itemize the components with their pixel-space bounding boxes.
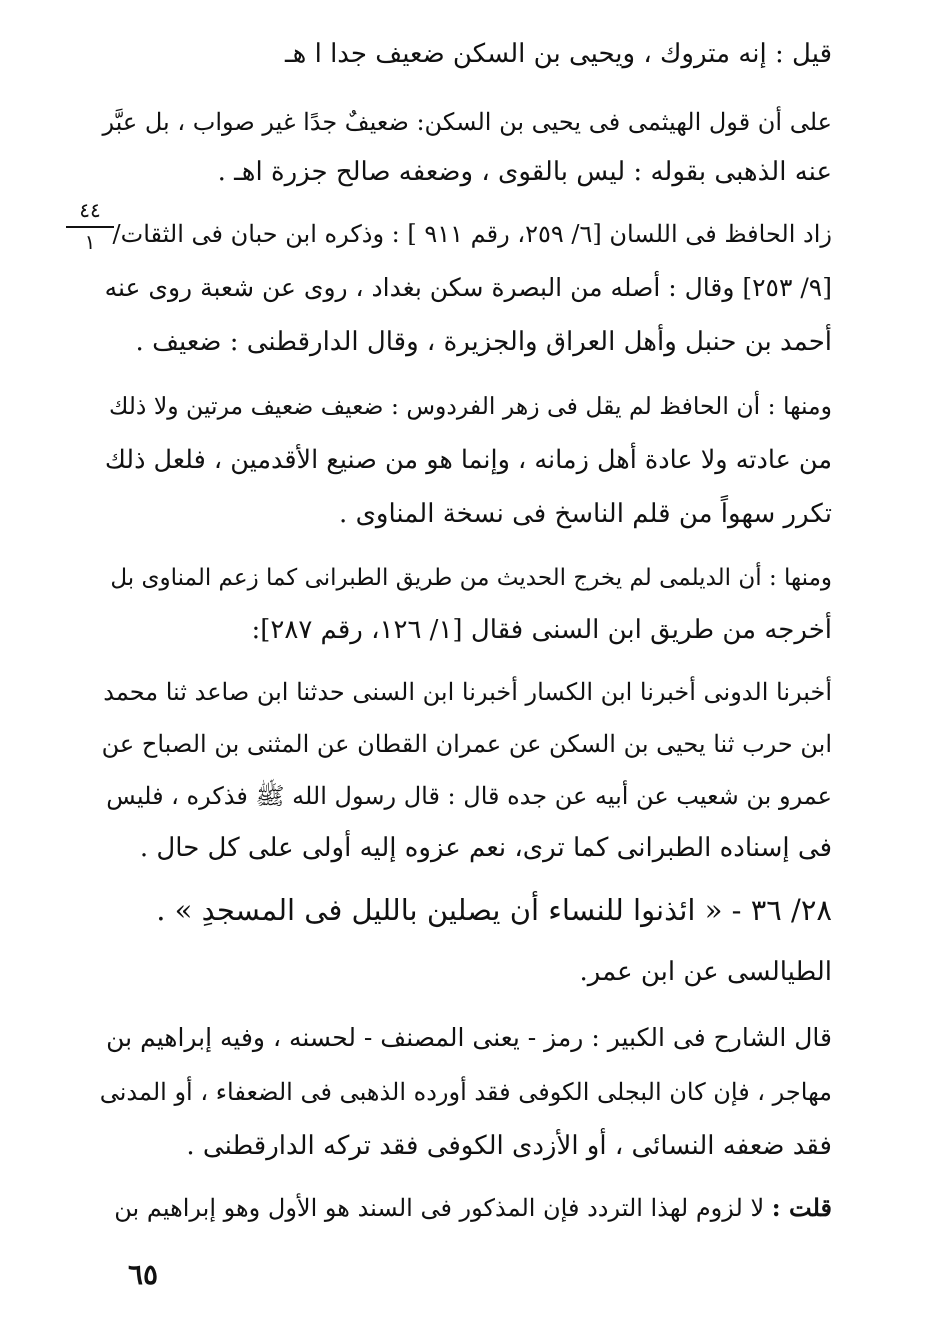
text-line-8: من عادته ولا عادة أهل زمانه ، وإنما هو من صنيع الأقدمين ، فلعل ذلك (104, 445, 832, 475)
text-line-1: قيل : إنه متروك ، ويحيى بن السكن ضعيف جدا ا هـ (284, 39, 832, 69)
hadith-heading: ٢٨/ ٣٦ - « ائذنوا للنساء أن يصلين بالليل فى المسجدِ » . (156, 893, 832, 927)
text-line-6: أحمد بن حنبل وأهل العراق والجزيرة ، وقال الدارقطنى : ضعيف . (135, 327, 832, 357)
text-line-20: فقد ضعفه النسائى ، أو الأزدى الكوفى فقد تركه الدارقطنى . (186, 1131, 832, 1161)
text-line-15: فى إسناده الطبرانى كما ترى، نعم عزوه إليه أولى على كل حال . (139, 833, 832, 863)
text-line-21-body: لا لزوم لهذا التردد فإن المذكور فى السند هو الأول وهو إبراهيم بن (114, 1194, 765, 1222)
text-line-10: ومنها : أن الديلمى لم يخرج الحديث من طريق الطبرانى كما زعم المناوى بل (110, 565, 832, 591)
text-line-4: زاد الحافظ فى اللسان [٦/ ٢٥٩، رقم ٩١١ ] : وذكره ابن حبان فى الثقات/ (112, 220, 832, 248)
margin-reference-top: ٤٤ (79, 198, 101, 222)
text-line-9: تكرر سهواً من قلم الناسخ فى نسخة المناوى . (339, 499, 832, 529)
text-line-2: على أن قول الهيثمى فى يحيى بن السكن: ضعيفٌ جدًا غير صواب ، بل عبَّر (102, 108, 832, 136)
text-line-13: ابن حرب ثنا يحيى بن السكن عن عمران القطان عن المثنى بن الصباح عن (101, 730, 832, 758)
text-line-19: مهاجر ، فإن كان البجلى الكوفى فقد أورده الذهبى فى الضعفاء ، أو المدنى (99, 1078, 832, 1106)
text-line-7: ومنها : أن الحافظ لم يقل فى زهر الفردوس : ضعيف ضعيف مرتين ولا ذلك (108, 392, 832, 420)
margin-page-reference (62, 198, 118, 254)
text-line-14: عمرو بن شعيب عن أبيه عن جده قال : قال رسول الله ﷺ فذكره ، فليس (106, 782, 832, 810)
text-line-3: عنه الذهبى بقوله : ليس بالقوى ، وضعفه صالح جزرة اهـ . (217, 157, 832, 187)
margin-reference-bottom: ١ (84, 230, 96, 254)
text-line-5: [٩/ ٢٥٣] وقال : أصله من البصرة سكن بغداد ، روى عن شعبة روى عنه (104, 273, 832, 302)
margin-reference-divider (66, 226, 114, 228)
text-line-12: أخبرنا الدونى أخبرنا ابن الكسار أخبرنا ابن السنى حدثنا ابن صاعد ثنا محمد (103, 678, 832, 706)
qultu-label: قلت : (771, 1193, 832, 1222)
text-line-21 (114, 1188, 832, 1228)
text-line-17: الطيالسى عن ابن عمر. (579, 957, 832, 987)
page-number: ٦٥ (128, 1258, 159, 1291)
text-line-11: أخرجه من طريق ابن السنى فقال [١/ ١٢٦، رقم ٢٨٧]: (251, 615, 832, 645)
text-line-18: قال الشارح فى الكبير : رمز - يعنى المصنف - لحسنه ، وفيه إبراهيم بن (106, 1023, 832, 1052)
